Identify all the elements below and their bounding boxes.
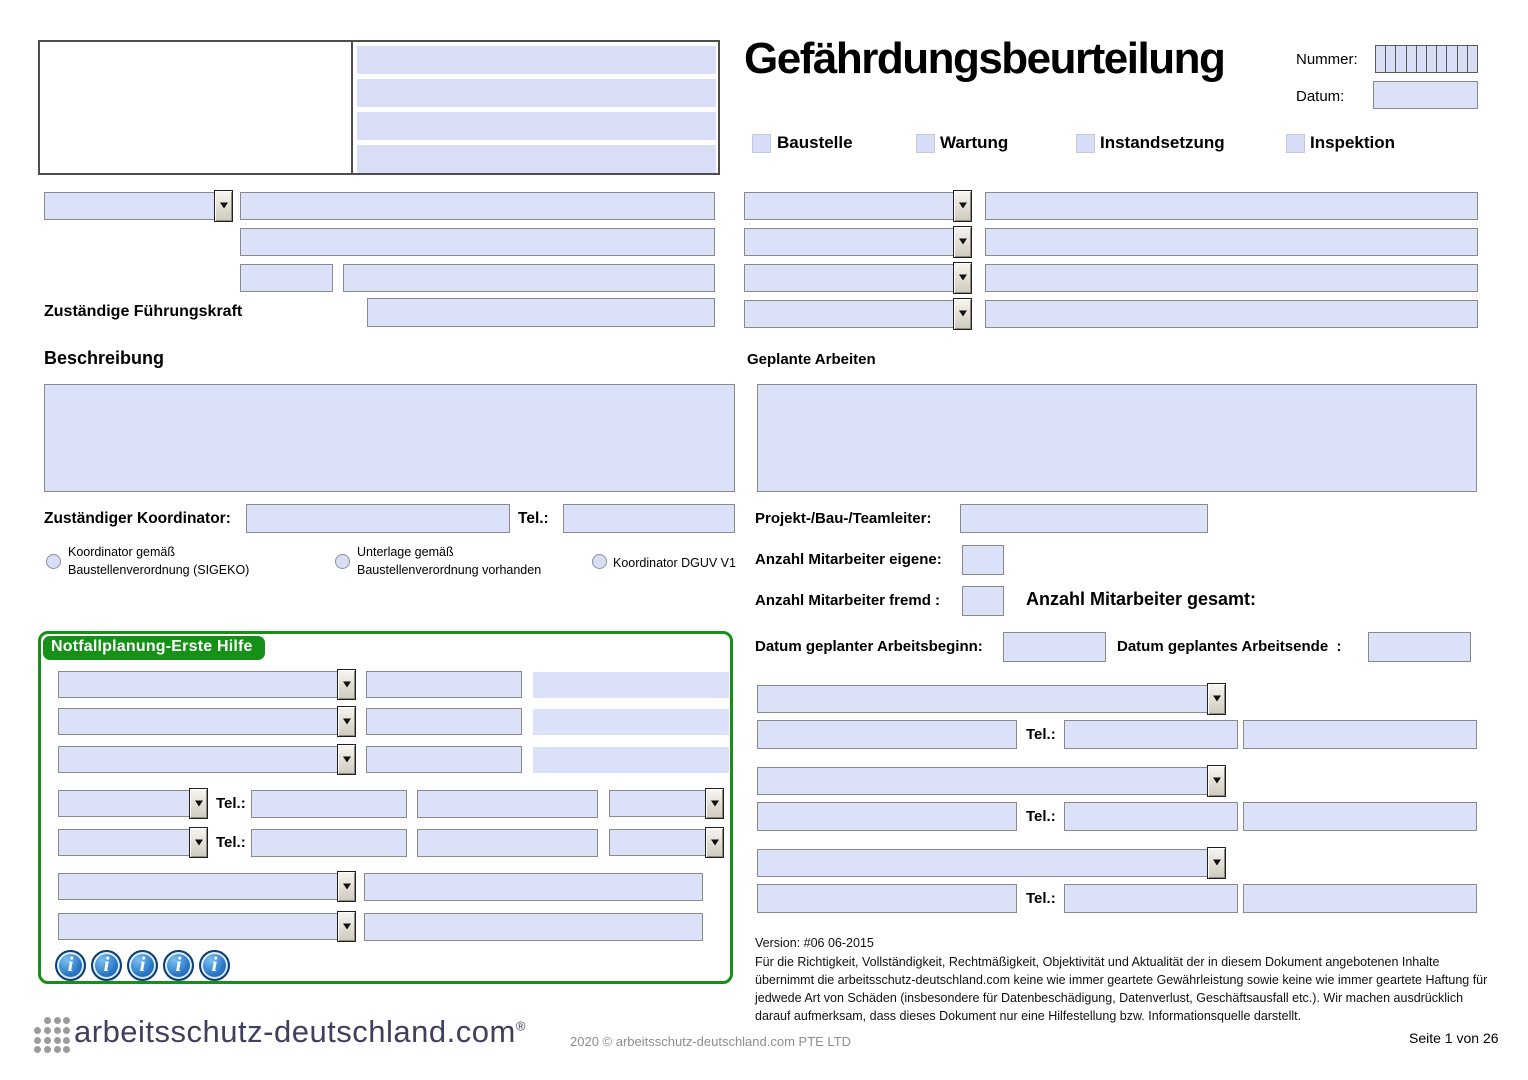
emergency-row2-field-a[interactable]	[366, 708, 522, 735]
right-select-row1[interactable]	[744, 192, 972, 220]
radio-sigeko-label: Koordinator gemäß Baustellenverordnung (SIGEKO)	[68, 545, 250, 578]
mitarbeiter-eigene-label: Anzahl Mitarbeiter eigene:	[755, 551, 942, 568]
contact-group-3-name-field[interactable]	[757, 884, 1017, 913]
emergency-tel-row2-field-a[interactable]	[251, 829, 407, 857]
contact-group-1-tel-field[interactable]	[1064, 720, 1238, 749]
company-info-field-1[interactable]	[357, 46, 716, 74]
contact-group-2-tel-label: Tel.:	[1026, 808, 1056, 825]
info-icon-3[interactable]	[127, 950, 158, 981]
radio-unterlage[interactable]	[335, 554, 350, 569]
company-header-box	[38, 40, 720, 175]
chevron-down-icon[interactable]	[953, 298, 972, 330]
chevron-down-icon[interactable]	[1207, 847, 1226, 879]
emergency-row2-select[interactable]	[58, 708, 356, 735]
radio-dguv-label: Koordinator DGUV V1	[613, 556, 736, 570]
contact-group-2-select[interactable]	[757, 767, 1226, 795]
chevron-down-icon[interactable]	[953, 262, 972, 294]
checkbox-baustelle[interactable]	[752, 134, 771, 153]
fuehrungskraft-field[interactable]	[367, 298, 715, 327]
koordinator-tel-label: Tel.:	[518, 510, 549, 527]
chevron-down-icon[interactable]	[189, 788, 208, 819]
emergency-wide-row2-field[interactable]	[364, 913, 703, 941]
arbeitsbeginn-label: Datum geplanter Arbeitsbeginn:	[755, 638, 983, 655]
page-title: Gefährdungsbeurteilung	[744, 34, 1225, 83]
company-logo-placeholder	[40, 42, 351, 173]
company-info-field-4[interactable]	[357, 145, 716, 173]
emergency-wide-row1-field[interactable]	[364, 873, 703, 901]
right-select-row3[interactable]	[744, 264, 972, 292]
divider	[351, 42, 353, 173]
emergency-row1-field-b[interactable]	[533, 672, 729, 698]
version-text: Version: #06 06-2015	[755, 936, 874, 950]
mitarbeiter-fremd-field[interactable]	[962, 586, 1004, 616]
contact-group-3-tel-field[interactable]	[1064, 884, 1238, 913]
chevron-down-icon[interactable]	[189, 827, 208, 858]
left-field-row3-wide[interactable]	[343, 264, 715, 292]
chevron-down-icon[interactable]	[705, 827, 724, 858]
chevron-down-icon[interactable]	[337, 669, 356, 700]
contact-group-3-extra-field[interactable]	[1243, 884, 1477, 913]
emergency-row2-field-b[interactable]	[533, 709, 729, 735]
koordinator-name-field[interactable]	[246, 504, 510, 533]
checkbox-inspektion-label: Inspektion	[1310, 133, 1396, 152]
left-org-select[interactable]	[44, 192, 233, 220]
arbeitsende-label: Datum geplantes Arbeitsende :	[1117, 638, 1342, 655]
right-field-row2[interactable]	[985, 228, 1478, 256]
contact-group-1-extra-field[interactable]	[1243, 720, 1477, 749]
company-info-field-2[interactable]	[357, 79, 716, 107]
emergency-row1-select[interactable]	[58, 671, 356, 698]
beschreibung-textarea[interactable]	[44, 384, 735, 492]
chevron-down-icon[interactable]	[953, 226, 972, 258]
left-field-row1[interactable]	[240, 192, 715, 220]
geplante-arbeiten-textarea[interactable]	[757, 384, 1477, 492]
emergency-row1-field-a[interactable]	[366, 671, 522, 698]
radio-sigeko[interactable]	[46, 554, 61, 569]
info-icon-4[interactable]	[163, 950, 194, 981]
emergency-tel-row2-select-2[interactable]	[609, 829, 724, 856]
mitarbeiter-fremd-label: Anzahl Mitarbeiter fremd :	[755, 592, 941, 609]
mitarbeiter-gesamt-label: Anzahl Mitarbeiter gesamt:	[1026, 589, 1257, 609]
left-field-row2[interactable]	[240, 228, 715, 256]
koordinator-label: Zuständiger Koordinator:	[44, 510, 231, 527]
contact-group-3-select[interactable]	[757, 849, 1226, 877]
nummer-comb-field[interactable]	[1375, 45, 1478, 73]
chevron-down-icon[interactable]	[337, 911, 356, 942]
emergency-tel-row2-select[interactable]	[58, 829, 208, 856]
notfallplanung-box	[38, 631, 733, 984]
emergency-row3-field-b[interactable]	[533, 747, 729, 773]
brand-logo-icon	[34, 1017, 71, 1054]
checkbox-baustelle-label: Baustelle	[777, 133, 853, 152]
checkbox-instandsetzung-label: Instandsetzung	[1100, 133, 1225, 152]
emergency-tel-row1-field-b[interactable]	[417, 790, 598, 818]
chevron-down-icon[interactable]	[337, 706, 356, 737]
brand-text: arbeitsschutz-deutschland.com	[74, 1014, 516, 1049]
datum-label: Datum:	[1296, 88, 1345, 105]
contact-group-1-tel-label: Tel.:	[1026, 726, 1056, 743]
info-icon-2[interactable]	[91, 950, 122, 981]
mitarbeiter-eigene-field[interactable]	[962, 545, 1004, 575]
chevron-down-icon[interactable]	[337, 871, 356, 902]
radio-dguv[interactable]	[592, 554, 607, 569]
chevron-down-icon[interactable]	[214, 190, 233, 222]
chevron-down-icon[interactable]	[1207, 683, 1226, 715]
emergency-row3-select[interactable]	[58, 746, 356, 773]
contact-group-2-name-field[interactable]	[757, 802, 1017, 831]
contact-group-2-tel-field[interactable]	[1064, 802, 1238, 831]
info-icon-5[interactable]	[199, 950, 230, 981]
emergency-tel-row1-label: Tel.:	[216, 795, 246, 812]
checkbox-instandsetzung[interactable]	[1076, 134, 1095, 153]
company-info-field-3[interactable]	[357, 112, 716, 140]
right-field-row3[interactable]	[985, 264, 1478, 292]
page-indicator: Seite 1 von 26	[1409, 1030, 1499, 1046]
checkbox-wartung[interactable]	[916, 134, 935, 153]
emergency-tel-row1-select-2[interactable]	[609, 790, 724, 817]
right-field-row1[interactable]	[985, 192, 1478, 220]
contact-group-1-select[interactable]	[757, 685, 1226, 713]
chevron-down-icon[interactable]	[1207, 765, 1226, 797]
right-field-row4[interactable]	[985, 300, 1478, 328]
checkbox-wartung-label: Wartung	[940, 133, 1009, 152]
arbeitsende-field[interactable]	[1368, 632, 1471, 662]
radio-unterlage-label: Unterlage gemäß Baustellenverordnung vorhanden	[357, 545, 542, 578]
right-select-row2[interactable]	[744, 228, 972, 256]
emergency-tel-row1-field-a[interactable]	[251, 790, 407, 818]
registered-mark: ®	[515, 1018, 526, 1034]
brand-name	[74, 1014, 526, 1050]
chevron-down-icon[interactable]	[337, 744, 356, 775]
geplante-arbeiten-heading: Geplante Arbeiten	[747, 351, 876, 368]
info-icon-1[interactable]	[55, 950, 86, 981]
beschreibung-heading: Beschreibung	[44, 348, 165, 368]
emergency-wide-row1-select[interactable]	[58, 873, 356, 900]
emergency-wide-row2-select[interactable]	[58, 913, 356, 940]
nummer-label: Nummer:	[1296, 51, 1358, 68]
right-select-row4[interactable]	[744, 300, 972, 328]
arbeitsbeginn-field[interactable]	[1003, 632, 1106, 662]
teamleiter-label: Projekt-/Bau-/Teamleiter:	[755, 510, 932, 527]
emergency-tel-row1-select[interactable]	[58, 790, 208, 817]
emergency-row3-field-a[interactable]	[366, 746, 522, 773]
checkbox-inspektion[interactable]	[1286, 134, 1305, 153]
chevron-down-icon[interactable]	[953, 190, 972, 222]
teamleiter-field[interactable]	[960, 504, 1208, 533]
left-field-row3-small[interactable]	[240, 264, 333, 292]
contact-group-1-name-field[interactable]	[757, 720, 1017, 749]
koordinator-tel-field[interactable]	[563, 504, 735, 533]
contact-group-2-extra-field[interactable]	[1243, 802, 1477, 831]
fuehrungskraft-label: Zuständige Führungskraft	[44, 303, 243, 320]
datum-field[interactable]	[1373, 81, 1478, 109]
contact-group-3-tel-label: Tel.:	[1026, 890, 1056, 907]
emergency-tel-row2-field-b[interactable]	[417, 829, 598, 857]
chevron-down-icon[interactable]	[705, 788, 724, 819]
disclaimer-text: Für die Richtigkeit, Vollständigkeit, Rechtmäßigkeit, Objektivität und Aktualität der in diesem Dokument angebotenen Inhalte übernimmt die arbeitsschutz-deutschland.com keine wie immer geartete Gewährleistung sowie keine wie immer geartete Haftung für jedwede Art von Schäden (insbesondere für Datenbeschädigung, Datenverlust, Geschäftsausfall etc.). Wir machen ausdrücklich darauf aufmerksam, dass dieses Dokument nur eine Hilfestellung bzw. Informationsquelle darstellt.	[755, 955, 1488, 1024]
copyright-text: 2020 © arbeitsschutz-deutschland.com PTE LTD	[570, 1034, 852, 1049]
notfallplanung-header: Notfallplanung-Erste Hilfe	[43, 636, 265, 660]
emergency-tel-row2-label: Tel.:	[216, 834, 246, 851]
